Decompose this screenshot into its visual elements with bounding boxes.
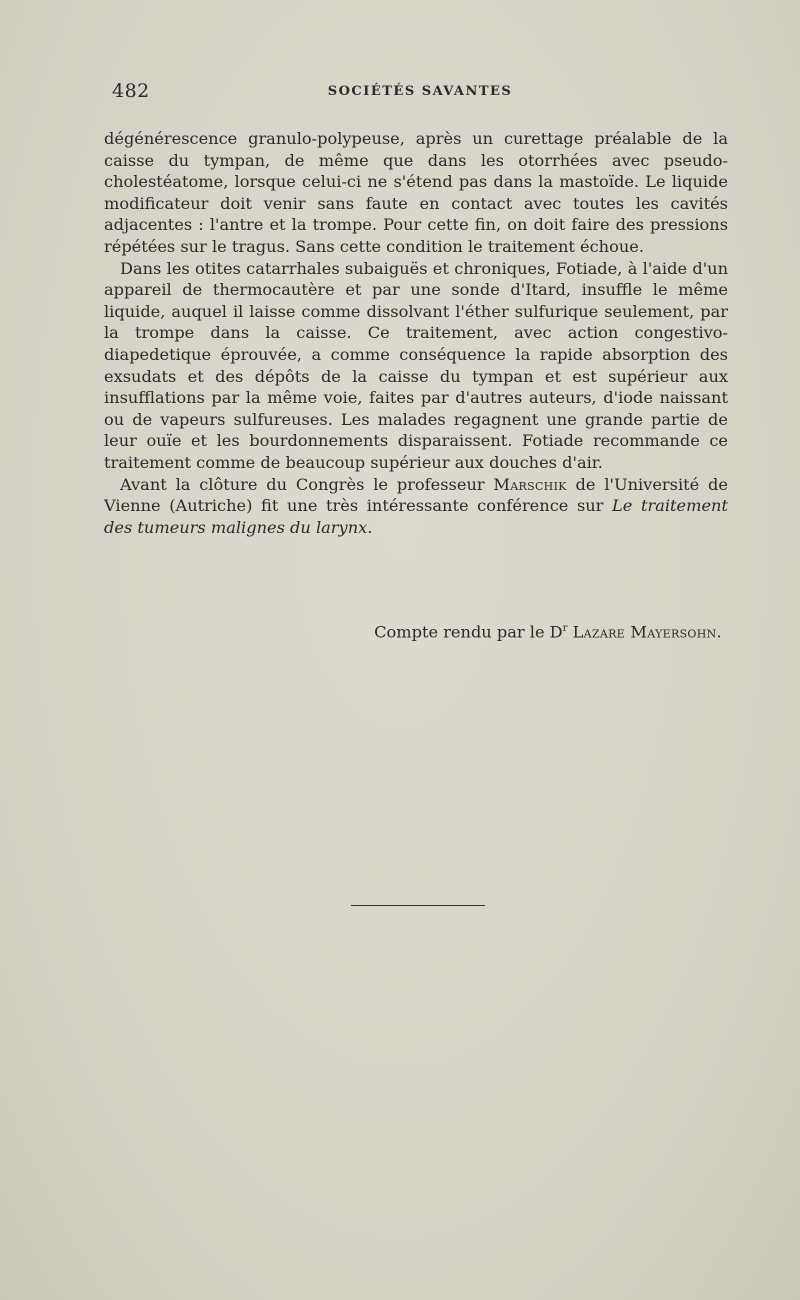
lecture-title: Le traitement des tumeurs malignes du larynx. <box>104 496 728 537</box>
running-head: SOCIÉTÉS SAVANTES <box>327 84 513 99</box>
page-header <box>112 80 728 110</box>
paragraph-1: dégénérescence granulo-polypeuse, après un curettage préalable de la caisse du tympan, de même que dans les otorrhées avec pseudo-cholestéatome, lorsque celui-ci ne s'étend pas dans la mastoïde. Le liquide modificateur doit venir sans faute en contact avec toutes les cavités adjacentes : l'antre et la trompe. Pour cette fin, on doit faire des pressions répétées sur le tragus. Sans cette condition le traitement échoue. <box>104 129 728 256</box>
article-body <box>104 128 728 538</box>
signature-superscript: r <box>562 623 568 634</box>
signature <box>104 618 728 643</box>
author-name: Lazare Mayersohn. <box>572 622 722 642</box>
signature-prefix: Compte rendu par le D <box>374 622 563 642</box>
end-rule <box>351 905 485 906</box>
page-number: 482 <box>112 80 150 102</box>
paragraph-3-text-b: de l'Université de Vienne (Autriche) fit une très intéressante conférence sur <box>104 474 728 516</box>
paragraph-3-text-a: Avant la clôture du Congrès le professeur <box>120 474 494 494</box>
professor-name: Marschik <box>493 474 567 494</box>
paragraph-3 <box>104 474 728 539</box>
paragraph-2: Dans les otites catarrhales subaiguës et chroniques, Fotiade, à l'aide d'un appareil de thermocautère et par une sonde d'Itard, insuffle le même liquide, auquel il laisse comme dissolvant l'éther sulfurique seulement, par la trompe dans la caisse. Ce traitement, avec action congestivo-diapedetique éprouvée, a comme conséquence la rapide absorption des exsudats et des dépôts de la caisse du tympan et est supérieur aux insufflations par la même voie, faites par d'autres auteurs, d'iode naissant ou de vapeurs sulfureuses. Les malades regagnent une grande partie de leur ouïe et les bourdonnements disparaissent. Fotiade recommande ce traitement comme de beaucoup supérieur aux douches d'air. <box>104 258 728 472</box>
